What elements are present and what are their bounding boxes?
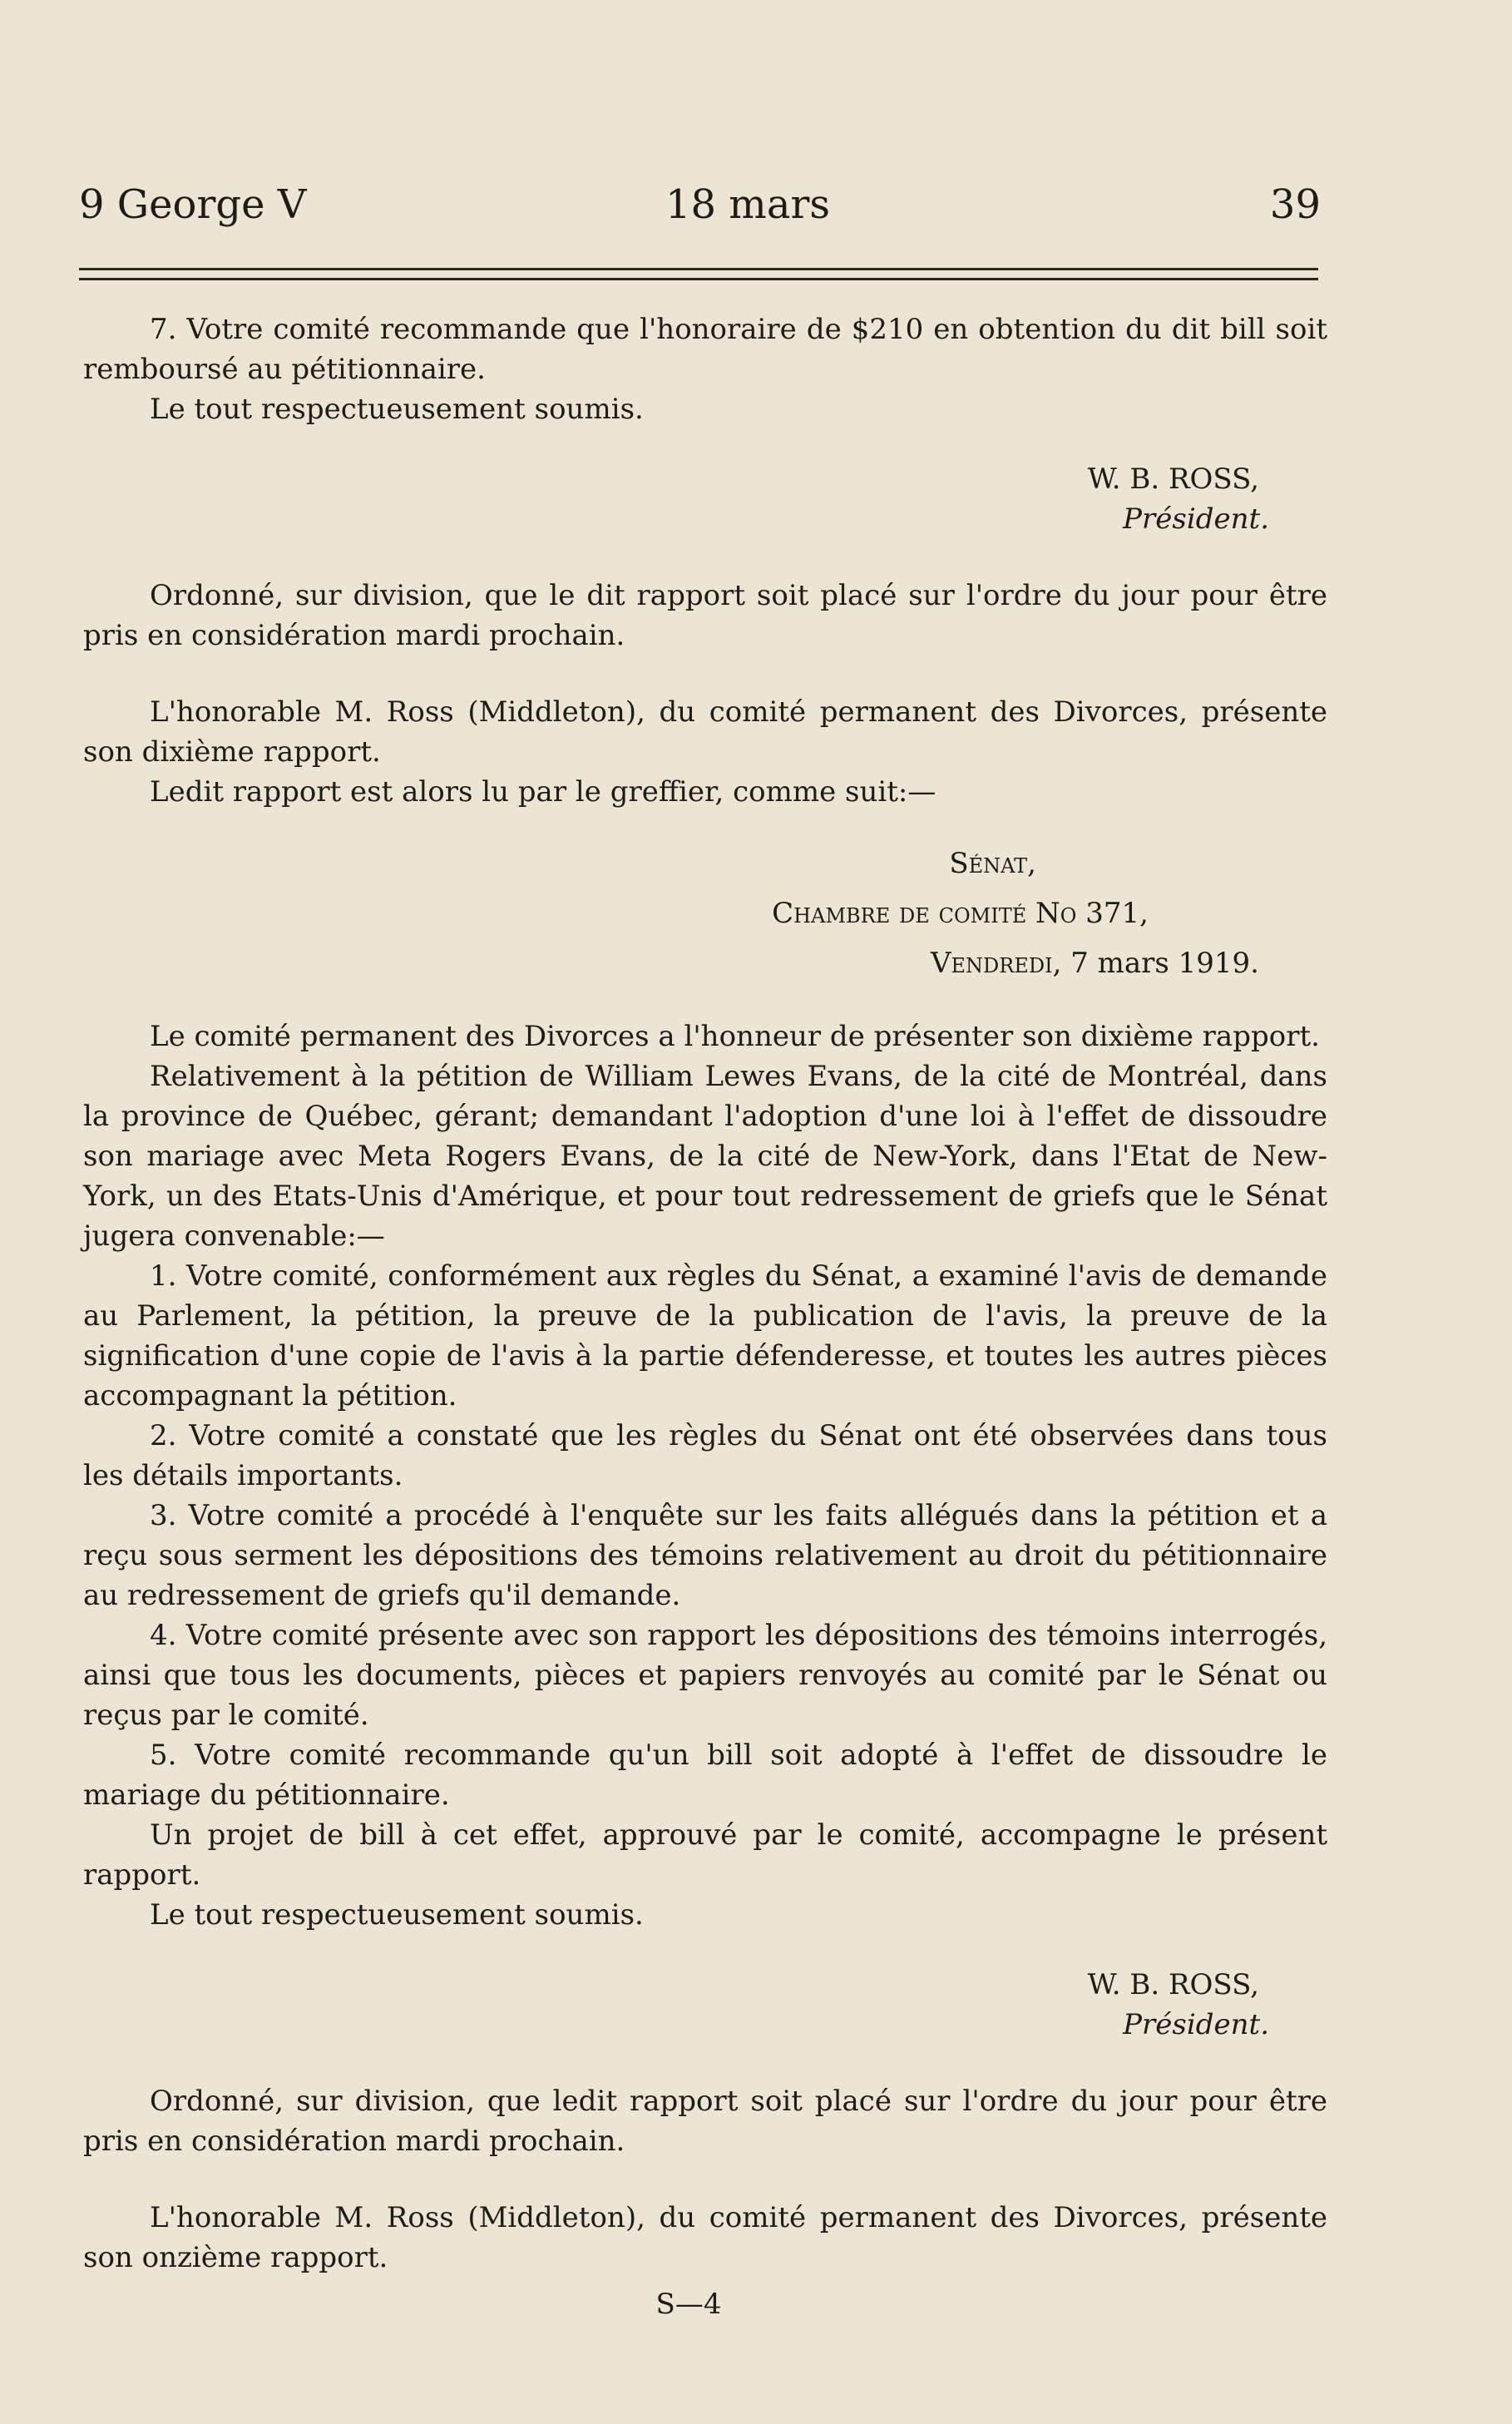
signature-name: W. B. ROSS, — [1087, 1968, 1259, 2001]
report-heading-senate-text: Sénat, — [949, 847, 1036, 880]
paragraph: 5. Votre comité recommande qu'un bill soit adopté à l'effet de dissoudre le mariage du pétitionnaire. — [83, 1739, 1327, 1812]
report-heading-senate — [83, 843, 1327, 883]
paragraph: 3. Votre comité a procédé à l'enquête sur les faits allégués dans la pétition et a reçu sous serment les dépositions des témoins relativement au droit du pétitionnaire au redressement de griefs qu'il demande. — [83, 1499, 1327, 1612]
report-heading-room — [83, 893, 1327, 933]
paragraph: 4. Votre comité présente avec son rapport les dépositions des témoins interrogés, ainsi que tous les documents, pièces et papiers renvoyés au comité par le Sénat ou reçus par le comité. — [83, 1619, 1327, 1732]
paragraph: Le comité permanent des Divorces a l'honneur de présenter son dixième rapport. — [150, 1020, 1320, 1053]
paragraph: Relativement à la pétition de William Lewes Evans, de la cité de Montréal, dans la province de Québec, gérant; demandant l'adoption d'une loi à l'effet de dissoudre son mariage avec Meta Rogers Evans, de la cité de New-York, dans l'Etat de New-York, un des Etats-Unis d'Amérique, et pour tout redressement de griefs que le Sénat jugera convenable:— — [83, 1060, 1327, 1253]
signature-title: Président. — [1123, 502, 1269, 536]
paragraph: 1. Votre comité, conformément aux règles du Sénat, a examiné l'avis de demande au Parlement, la pétition, la preuve de la publication de l'avis, la preuve de la signification d'une copie de l'avis à la partie défenderesse, et toutes les autres pièces accompagnant la pétition. — [83, 1259, 1327, 1412]
signature-mark: S—4 — [655, 2288, 722, 2321]
paragraph: Ledit rapport est alors lu par le greffier, comme suit:— — [150, 775, 936, 809]
page-number: 39 — [1269, 181, 1321, 228]
paragraph: Le tout respectueusement soumis. — [150, 1898, 644, 1932]
report-heading-room-text: Chambre de comité No 371, — [772, 897, 1149, 930]
page-body — [83, 309, 1327, 2324]
report-heading-date — [83, 943, 1327, 983]
paragraph: L'honorable M. Ross (Middleton), du comité permanent des Divorces, présente son dixième rapport. — [83, 695, 1327, 769]
signature-name: W. B. ROSS, — [1087, 463, 1259, 496]
paragraph: L'honorable M. Ross (Middleton), du comité permanent des Divorces, présente son onzième rapport. — [83, 2201, 1327, 2274]
paragraph: 2. Votre comité a constaté que les règles du Sénat ont été observées dans tous les détails importants. — [83, 1419, 1327, 1492]
paragraph: Ordonné, sur division, que le dit rapport soit placé sur l'ordre du jour pour être pris en considération mardi prochain. — [83, 579, 1327, 652]
header-rule-top — [79, 268, 1318, 270]
paragraph: Un projet de bill à cet effet, approuvé par le comité, accompagne le présent rapport. — [83, 1818, 1327, 1892]
paragraph: Ordonné, sur division, que ledit rapport soit placé sur l'ordre du jour pour être pris en considération mardi prochain. — [83, 2085, 1327, 2158]
signature-title: Président. — [1123, 2008, 1269, 2041]
running-head-center: 18 mars — [665, 181, 831, 228]
header-rule-bottom — [79, 278, 1318, 280]
paragraph: Le tout respectueusement soumis. — [150, 393, 644, 426]
report-heading-date-text: 7 mars 1919. — [1061, 947, 1259, 980]
report-heading-day: Vendredi, — [930, 947, 1062, 980]
running-head-left: 9 George V — [79, 181, 307, 228]
paragraph: 7. Votre comité recommande que l'honoraire de $210 en obtention du dit bill soit remboursé au pétitionnaire. — [83, 313, 1327, 386]
